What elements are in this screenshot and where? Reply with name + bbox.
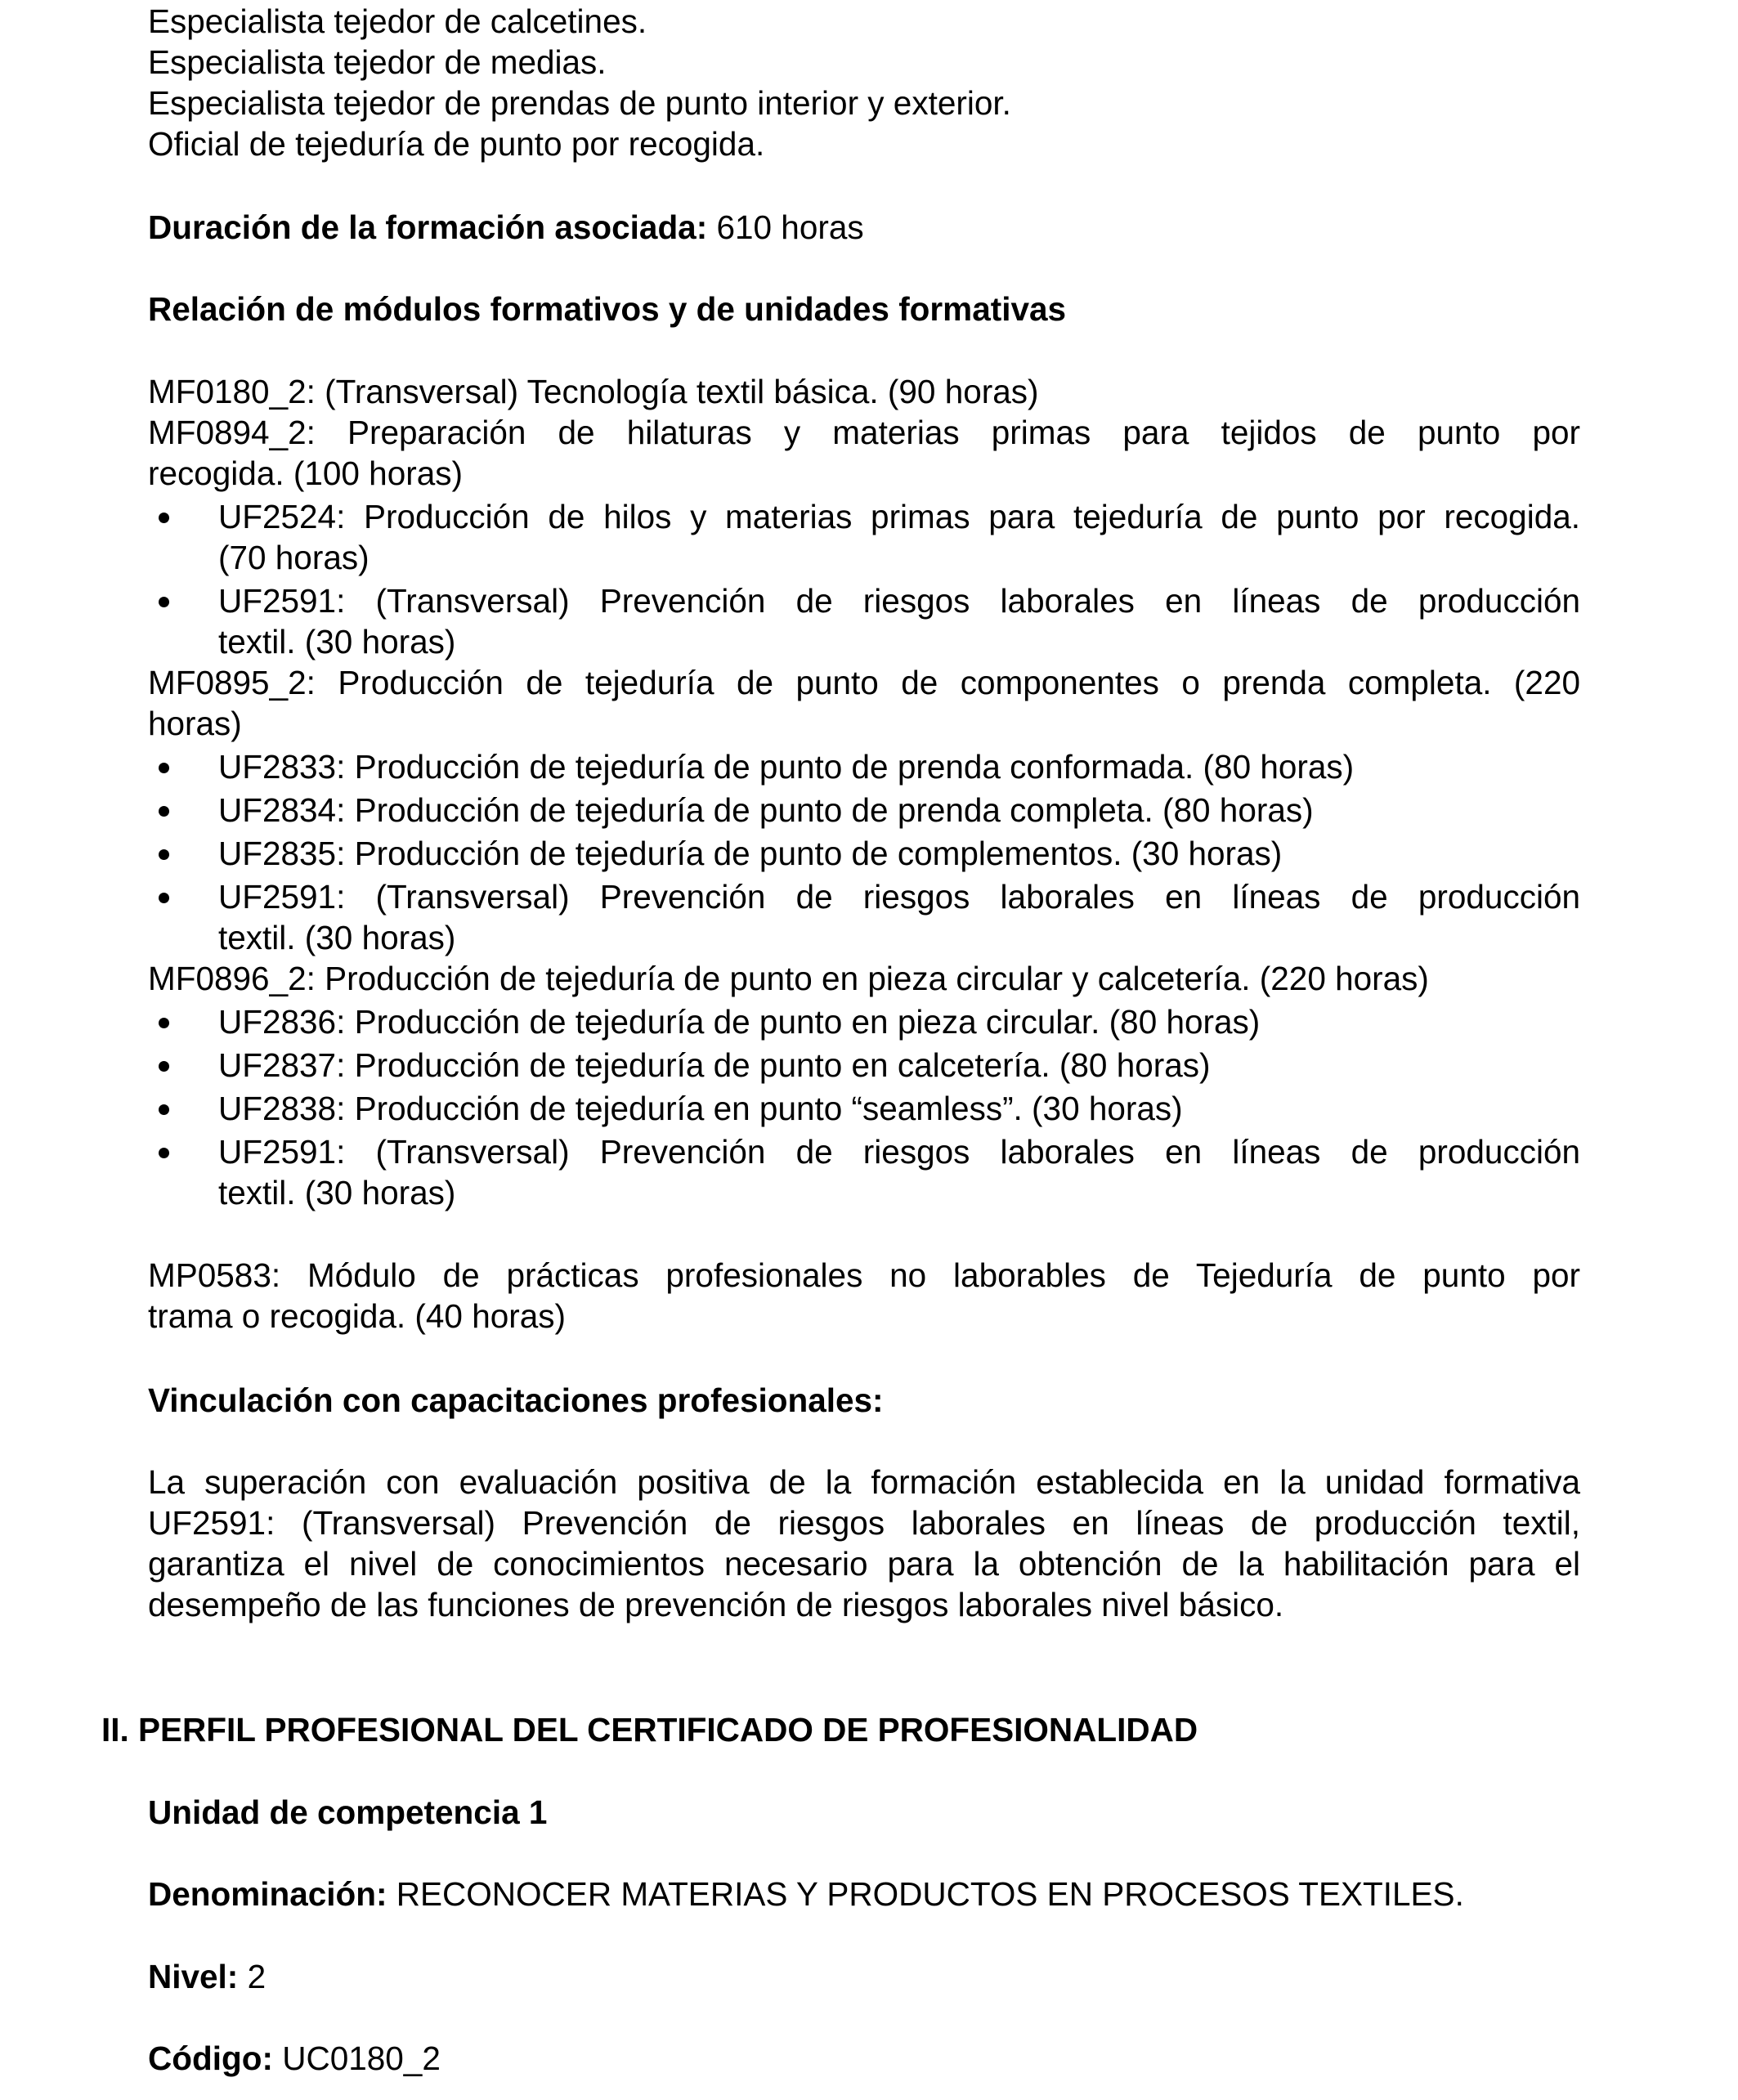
unit-uf2591-cont: textil. (30 horas)	[218, 1174, 456, 1211]
unit-uf2835: UF2835: Producción de tejeduría de punto de complementos. (30 horas)	[218, 835, 1283, 872]
codigo-line	[148, 2038, 441, 2079]
duration-line	[148, 207, 864, 248]
bullet	[155, 580, 175, 621]
nivel-line	[148, 1956, 266, 1997]
unit-uf2524: UF2524: Producción de hilos y materias primas para tejeduría de punto por recogida.	[218, 498, 1580, 535]
vinculacion-heading: Vinculación con capacitaciones profesionales:	[148, 1381, 884, 1419]
practicas-module-cont: trama o recogida. (40 horas)	[148, 1297, 566, 1335]
unit-uf2524-cont: (70 horas)	[218, 539, 370, 576]
bullet	[155, 1045, 175, 1086]
unit-uf2834: UF2834: Producción de tejeduría de punto de prenda completa. (80 horas)	[218, 791, 1314, 829]
bullet	[155, 1088, 175, 1129]
bullet	[155, 1131, 175, 1172]
occupation-item: Especialista tejedor de prendas de punto interior y exterior.	[148, 84, 1011, 122]
bullet	[155, 1001, 175, 1042]
nivel-label: Nivel:	[148, 1958, 239, 1995]
vinculacion-paragraph-line: La superación con evaluación positiva de la formación establecida en la unidad formativa	[148, 1463, 1580, 1501]
denominacion-value: RECONOCER MATERIAS Y PRODUCTOS EN PROCESOS TEXTILES.	[396, 1875, 1464, 1913]
module-mf0894: MF0894_2: Preparación de hilaturas y materias primas para tejidos de punto por	[148, 414, 1580, 451]
module-mf0895-cont: horas)	[148, 705, 242, 742]
codigo-label: Código:	[148, 2040, 273, 2077]
unit-uf2591: UF2591: (Transversal) Prevención de riesgos laborales en líneas de producción	[218, 1133, 1580, 1171]
practicas-module: MP0583: Módulo de prácticas profesionales no laborables de Tejeduría de punto por	[148, 1256, 1580, 1294]
module-mf0895: MF0895_2: Producción de tejeduría de punto de componentes o prenda completa. (220	[148, 664, 1580, 701]
duration-label: Duración de la formación asociada:	[148, 208, 708, 246]
occupation-item: Especialista tejedor de medias.	[148, 43, 607, 81]
occupation-item: Oficial de tejeduría de punto por recogida.	[148, 125, 765, 163]
bullet	[155, 746, 175, 787]
vinculacion-paragraph-line: garantiza el nivel de conocimientos necesario para la obtención de la habilitación para el	[148, 1545, 1580, 1583]
bullet	[155, 833, 175, 874]
unit-uf2836: UF2836: Producción de tejeduría de punto en pieza circular. (80 horas)	[218, 1003, 1261, 1041]
unit-heading: Unidad de competencia 1	[148, 1793, 548, 1831]
unit-uf2837: UF2837: Producción de tejeduría de punto en calcetería. (80 horas)	[218, 1046, 1211, 1084]
bullet	[155, 790, 175, 831]
unit-uf2833: UF2833: Producción de tejeduría de punto de prenda conformada. (80 horas)	[218, 748, 1355, 786]
denominacion-label: Denominación:	[148, 1875, 387, 1913]
unit-uf2591-cont: textil. (30 horas)	[218, 623, 456, 660]
denominacion-line	[148, 1874, 1464, 1914]
module-mf0894-cont: recogida. (100 horas)	[148, 454, 463, 492]
codigo-value: UC0180_2	[282, 2040, 441, 2077]
duration-value: 610 horas	[716, 208, 864, 246]
unit-uf2591-cont: textil. (30 horas)	[218, 919, 456, 956]
section-ii-heading: II. PERFIL PROFESIONAL DEL CERTIFICADO DE PROFESIONALIDAD	[101, 1711, 1198, 1749]
modules-heading: Relación de módulos formativos y de unidades formativas	[148, 290, 1067, 328]
unit-uf2838: UF2838: Producción de tejeduría en punto “seamless”. (30 horas)	[218, 1090, 1183, 1127]
occupation-item: Especialista tejedor de calcetines.	[148, 2, 647, 40]
module-mf0180: MF0180_2: (Transversal) Tecnología textil básica. (90 horas)	[148, 373, 1039, 410]
bullet	[155, 496, 175, 537]
unit-uf2591: UF2591: (Transversal) Prevención de riesgos laborales en líneas de producción	[218, 878, 1580, 916]
bullet	[155, 876, 175, 917]
vinculacion-paragraph-line: desempeño de las funciones de prevención de riesgos laborales nivel básico.	[148, 1586, 1284, 1623]
unit-uf2591: UF2591: (Transversal) Prevención de riesgos laborales en líneas de producción	[218, 582, 1580, 620]
vinculacion-paragraph-line: UF2591: (Transversal) Prevención de riesgos laborales en líneas de producción textil,	[148, 1504, 1580, 1542]
module-mf0896: MF0896_2: Producción de tejeduría de punto en pieza circular y calcetería. (220 horas)	[148, 960, 1429, 997]
nivel-value: 2	[247, 1958, 267, 1995]
